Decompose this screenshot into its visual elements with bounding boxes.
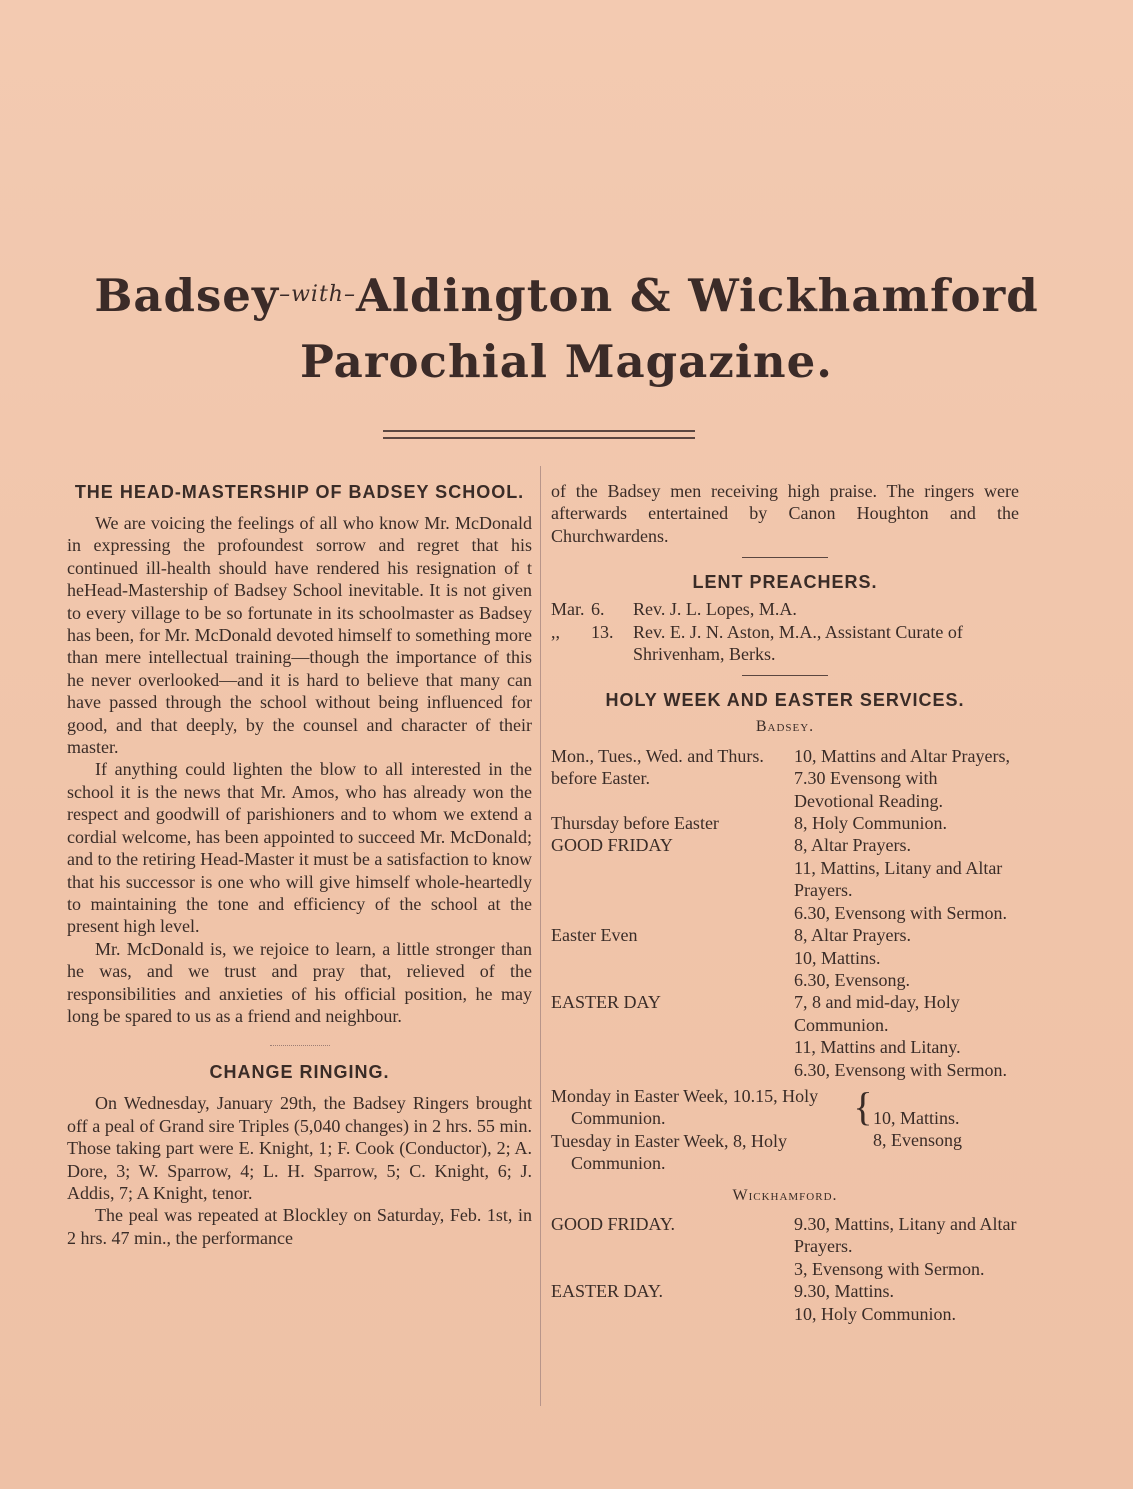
service-what: 10, Mattins and Altar Prayers, 7.30 Evensong with Devotional Reading. xyxy=(794,745,1010,811)
service-row xyxy=(551,834,1019,924)
service-when: GOOD FRIDAY. xyxy=(551,1213,676,1234)
preacher-name: Rev. E. J. N. Aston, M.A., Assistant Curate of Shrivenham, Berks. xyxy=(633,621,963,665)
service-row xyxy=(551,924,1019,991)
preacher-row xyxy=(551,598,1019,620)
right-column xyxy=(551,480,1019,1325)
masthead xyxy=(0,262,1133,395)
service-row xyxy=(551,1280,1019,1325)
service-when: EASTER DAY xyxy=(551,992,661,1013)
preacher-name: Rev. J. L. Lopes, M.A. xyxy=(633,599,797,620)
wickhamford-subheading: Wickhamford. xyxy=(732,1186,838,1204)
double-rule-divider xyxy=(383,430,695,439)
section-divider xyxy=(270,1045,330,1046)
headmaster-paragraph-3: Mr. McDonald is, we rejoice to learn, a little stronger than he was, and we trust and pray that, relieved of the responsibilities and anxieties of his official position, he may long be spared to us as a friend and neighbour. xyxy=(67,938,532,1026)
left-column xyxy=(67,480,532,1249)
masthead-aldington: Aldington & Wickhamford xyxy=(355,269,1039,322)
preacher-row xyxy=(551,621,1019,666)
service-when: Easter Even xyxy=(551,925,638,946)
service-row xyxy=(551,745,1019,812)
service-what: 9.30, Mattins. 10, Holy Communion. xyxy=(794,1281,957,1324)
column-divider xyxy=(540,466,541,1406)
ringing-paragraph-2: The peal was repeated at Blockley on Saturday, Feb. 1st, in 2 hrs. 47 min., the performance xyxy=(67,1205,532,1248)
headmaster-paragraph-2: If anything could lighten the blow to all interested in the school it is the news that Mr. Amos, who has already won the respect and goodwill of parishioners and to whom we extend a cordial welcome, has been appointed to succeed Mr. McDonald; and to the retiring Head-Master it must be a satisfaction to know that his successor is one who will give himself whole-heartedly to maintaining the tone and efficiency of the school at the present high level. xyxy=(67,759,532,937)
service-when: Mon., Tues., Wed. and Thurs. before Easter. xyxy=(551,745,764,789)
masthead-line-1 xyxy=(0,262,1133,329)
section-divider xyxy=(742,675,828,676)
easter-week-block xyxy=(551,1085,1019,1175)
preacher-month: ,, xyxy=(551,621,560,642)
ringing-heading: CHANGE RINGING. xyxy=(209,1062,390,1083)
service-row xyxy=(551,1213,1019,1280)
lent-preachers-heading: LENT PREACHERS. xyxy=(692,572,878,593)
easter-week-evensong: 8, Evensong xyxy=(873,1130,962,1151)
headmaster-heading: THE HEAD-MASTERSHIP OF BADSEY SCHOOL. xyxy=(74,482,525,502)
service-row xyxy=(551,991,1019,1081)
service-row xyxy=(551,812,1019,834)
easter-week-mattins: 10, Mattins. xyxy=(873,1107,960,1128)
preacher-day: 13. xyxy=(591,621,614,642)
headmaster-paragraph-1: We are voicing the feelings of all who know Mr. McDonald in expressing the profoundest sorrow and regret that his continued ill-health should have rendered his resignation of t heHead-Mastership of Badsey School inevitable. It is not given to every village to be so fortunate in its schoolmaster as Badsey has been, for Mr. McDonald devoted himself to something more than mere intellectual training—though the importance of this he never overlooked—and it is hard to believe that many can have passed through the school without being influenced for good, and that deeply, by the counsel and character of their master. xyxy=(67,513,532,758)
masthead-badsey: Badsey xyxy=(94,269,280,322)
easter-services-heading: HOLY WEEK AND EASTER SERVICES. xyxy=(605,690,965,711)
service-what: 8, Altar Prayers. 10, Mattins. 6.30, Evensong. xyxy=(794,925,911,990)
ringing-continuation: of the Badsey men receiving high praise. The ringers were afterwards entertained by Canon Houghton and the Churchwardens. xyxy=(551,481,1019,546)
preacher-day: 6. xyxy=(591,599,605,620)
monday-service: Monday in Easter Week, 10.15, Holy Communion. xyxy=(551,1085,819,1129)
preacher-month: Mar. xyxy=(551,599,585,620)
service-what: 7, 8 and mid-day, Holy Communion. 11, Mattins and Litany. 6.30, Evensong with Sermon. xyxy=(794,992,1007,1080)
tuesday-service: Tuesday in Easter Week, 8, Holy Communion. xyxy=(551,1130,788,1174)
ringing-paragraph-1: On Wednesday, January 29th, the Badsey Ringers brought off a peal of Grand sire Triples (5,040 changes) in 2 hrs. 55 min. Those taking part were E. Knight, 1; F. Cook (Conductor), 2; A. Dore, 3; W. Sparrow, 4; L. H. Sparrow, 5; C. Knight, 6; J. Addis, 7; A Knight, tenor. xyxy=(67,1093,532,1203)
easter-week-left xyxy=(551,1085,853,1175)
service-when: Thursday before Easter xyxy=(551,813,719,834)
service-what: 9.30, Mattins, Litany and Altar Prayers. 3, Evensong with Sermon. xyxy=(794,1213,1017,1279)
brace-glyph: { xyxy=(853,1083,873,1129)
easter-week-right xyxy=(873,1085,1019,1175)
badsey-subheading: Badsey. xyxy=(755,718,815,736)
masthead-with: –with– xyxy=(279,282,356,307)
section-divider xyxy=(742,557,828,558)
service-when: EASTER DAY. xyxy=(551,1281,664,1302)
service-when: GOOD FRIDAY xyxy=(551,835,673,856)
service-what: 8, Altar Prayers. 11, Mattins, Litany and Altar Prayers. 6.30, Evensong with Sermon. xyxy=(794,835,1007,923)
service-what: 8, Holy Communion. xyxy=(794,813,948,834)
masthead-line-2: Parochial Magazine. xyxy=(300,335,833,388)
